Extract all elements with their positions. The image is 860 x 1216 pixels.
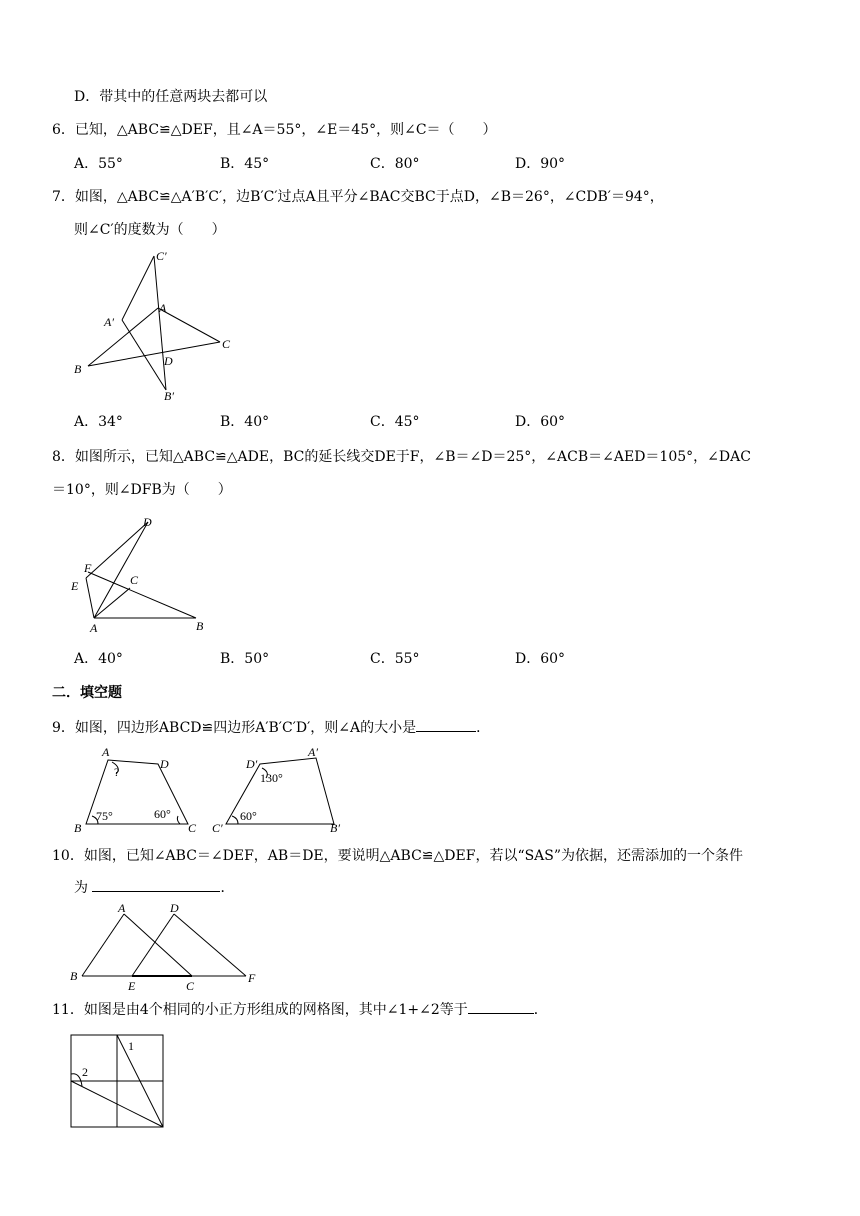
q7-label-c: C [222, 337, 231, 351]
q6-option-b: B．45° [220, 156, 270, 172]
q8-stem-line2: ＝10°，则∠DFB为（ ） [52, 482, 232, 498]
q8-option-c: C．55° [370, 651, 420, 667]
q10-figure [68, 902, 268, 994]
q8-option-b: B．50° [220, 651, 270, 667]
q11-stem [52, 999, 548, 1020]
q9-label-b-prime: B′ [330, 821, 340, 835]
q10-stem-line2 [74, 877, 234, 898]
q10-label-e: E [128, 979, 136, 993]
q8-label-c: C [130, 573, 139, 587]
q11-figure [70, 1034, 170, 1132]
q7-label-b: B [74, 362, 82, 376]
q8-label-a: A [90, 621, 98, 635]
q6-stem: 6．已知，△ABC≌△DEF，且∠A＝55°，∠E＝45°，则∠C＝（ ） [52, 122, 497, 138]
q10-stem-line1: 10．如图，已知∠ABC＝∠DEF，AB＝DE，要说明△ABC≌△DEF，若以“SAS”为依据，还需添加的一个条件 [52, 848, 744, 864]
section-title-fill-in: 二．填空题 [52, 685, 122, 701]
q8-stem-line1: 8．如图所示，已知△ABC≌△ADE，BC的延长线交DE于F，∠B＝∠D＝25°，∠ACB＝∠AED＝105°，∠DAC [52, 449, 751, 465]
q8-option-d: D．60° [515, 651, 566, 667]
q9-angle-60: 60° [154, 807, 171, 821]
q11-angle-1: 1 [128, 1039, 134, 1053]
q9-figure [70, 744, 360, 836]
q10-label-f: F [248, 971, 256, 985]
q8-option-a: A．40° [74, 651, 123, 667]
q11-stem-text: 11．如图是由4个相同的小正方形组成的网格图，其中∠1+∠2等于 [52, 1002, 468, 1018]
q7-stem-line2: 则∠C′的度数为（ ） [74, 222, 226, 238]
q9-label-c: C [188, 821, 197, 835]
q8-figure [66, 508, 216, 636]
q5-option-d: D．带其中的任意两块去都可以 [74, 89, 268, 105]
q7-option-a: A．34° [74, 414, 123, 430]
q9-label-b: B [74, 821, 82, 835]
q8-label-e: E [71, 579, 79, 593]
q9-angle-60b: 60° [240, 809, 257, 823]
q9-label-d: D [160, 757, 169, 771]
q7-option-d: D．60° [515, 414, 566, 430]
q9-label-c-prime: C′ [212, 821, 223, 835]
q10-stem-text: 为 [74, 880, 88, 896]
q7-label-a: A [159, 301, 167, 315]
q9-answer-blank[interactable] [416, 717, 476, 732]
q10-label-a: A [118, 901, 126, 915]
q7-label-b-prime: B′ [164, 389, 174, 403]
q10-answer-blank[interactable] [92, 877, 220, 892]
q7-figure [70, 248, 240, 408]
q9-label-a-prime: A′ [308, 745, 318, 759]
q7-label-a-prime: A′ [104, 315, 114, 329]
q9-label-d-prime: D′ [246, 757, 258, 771]
q7-option-c: C．45° [370, 414, 420, 430]
q9-stem [52, 717, 490, 738]
q6-option-a: A．55° [74, 156, 123, 172]
q8-label-b: B [196, 619, 204, 633]
q11-angle-2: 2 [82, 1065, 88, 1079]
q9-stem-text: 9．如图，四边形ABCD≌四边形A′B′C′D′，则∠A的大小是 [52, 720, 417, 736]
q11-answer-blank[interactable] [468, 999, 534, 1014]
q7-option-b: B．40° [220, 414, 270, 430]
q6-option-c: C．80° [370, 156, 420, 172]
q9-angle-75: 75° [96, 809, 113, 823]
q10-label-b: B [70, 969, 78, 983]
q9-angle-question: ? [114, 765, 120, 779]
q7-label-d: D [164, 354, 173, 368]
q7-stem-line1: 7．如图，△ABC≌△A′B′C′，边B′C′过点A且平分∠BAC交BC于点D，∠B＝26°，∠CDB′＝94°， [52, 189, 664, 205]
q10-label-d: D [170, 901, 179, 915]
q8-label-f: F [84, 561, 92, 575]
q10-stem-end: ． [220, 880, 235, 896]
q9-stem-end: ． [476, 720, 491, 736]
q9-angle-130: 130° [260, 771, 283, 785]
q8-label-d: D [143, 515, 152, 529]
q9-label-a: A [102, 745, 110, 759]
q11-stem-end: ． [533, 1002, 548, 1018]
q6-option-d: D．90° [515, 156, 566, 172]
q10-label-c: C [186, 979, 195, 993]
q7-label-c-prime: C′ [156, 249, 167, 263]
